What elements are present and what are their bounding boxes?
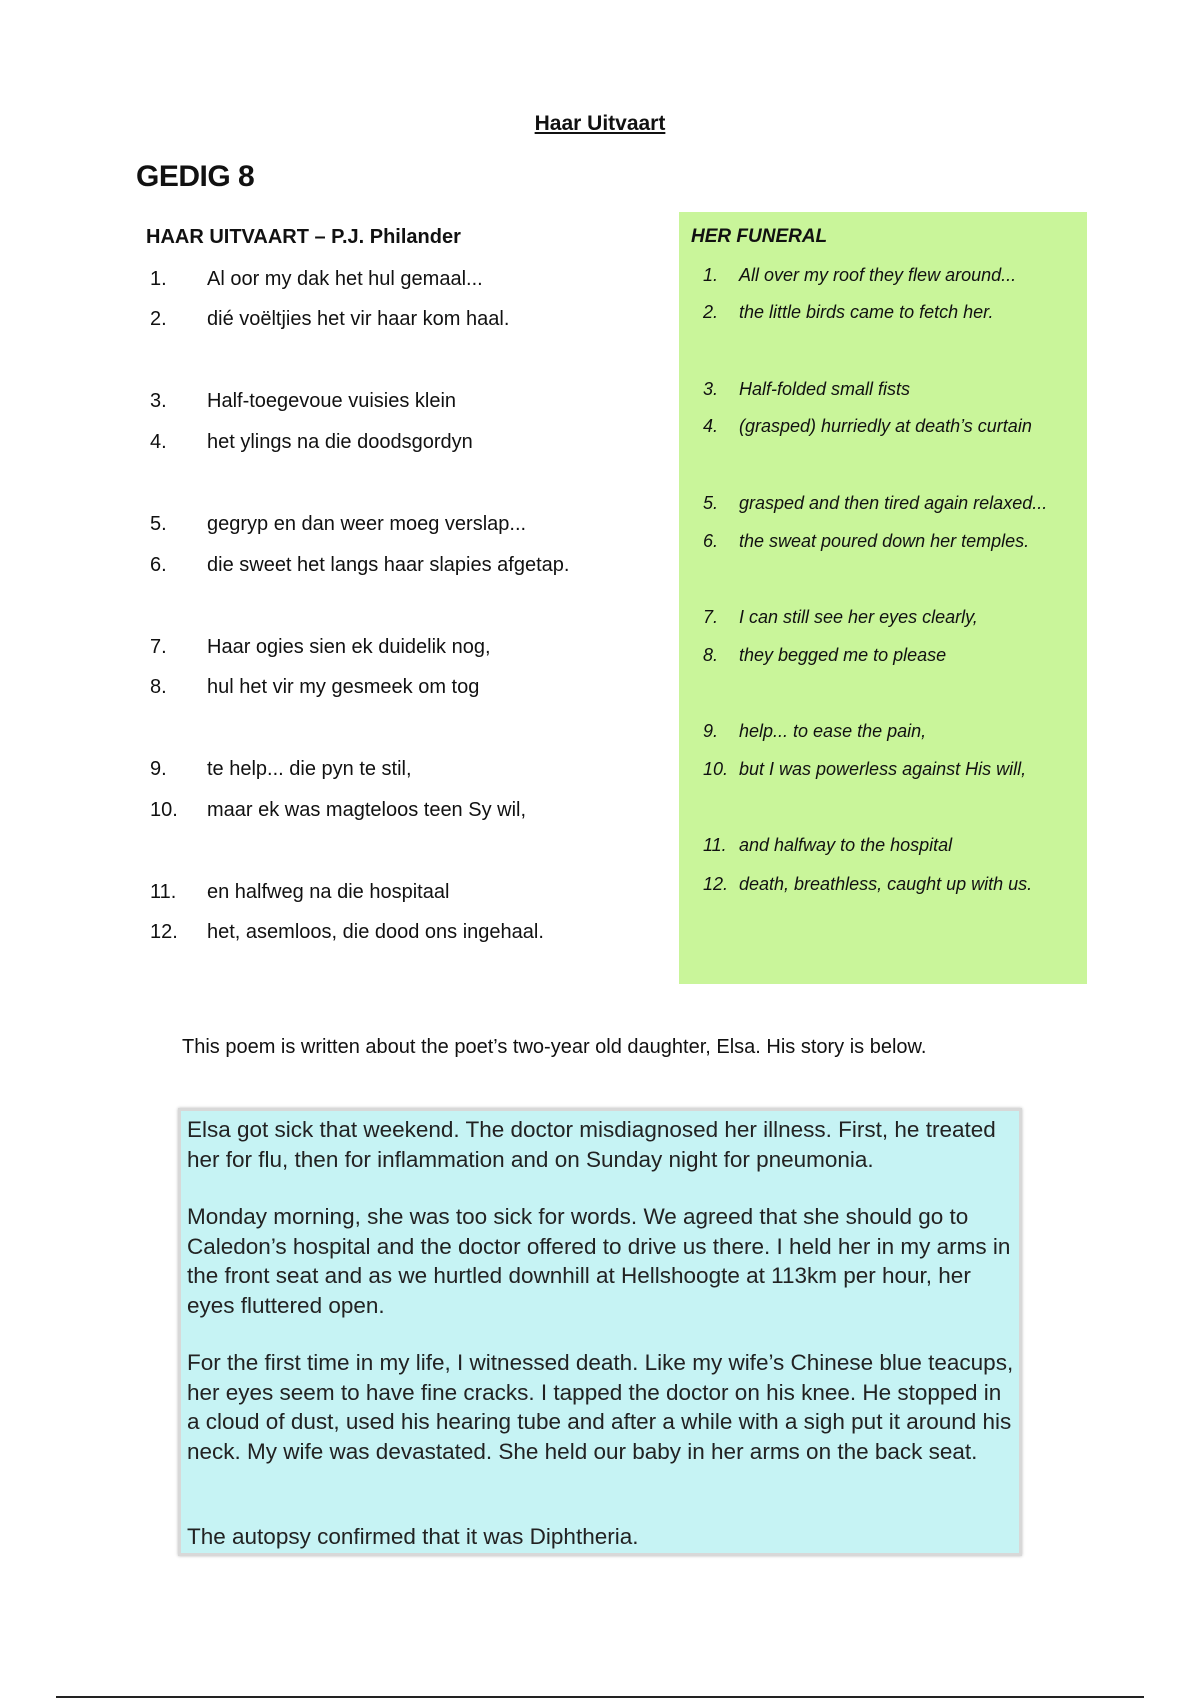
line-number: 10. xyxy=(703,759,729,779)
line-text: Al oor my dak het hul gemaal... xyxy=(207,268,483,290)
intro-text: This poem is written about the poet’s two-year old daughter, Elsa. His story is below. xyxy=(182,1036,927,1058)
translation-line xyxy=(703,262,1083,288)
line-number: 9. xyxy=(703,721,719,741)
line-text: and halfway to the hospital xyxy=(739,835,953,855)
poem-line xyxy=(150,551,670,579)
line-number: 7. xyxy=(703,607,719,627)
line-text: Haar ogies sien ek duidelik nog, xyxy=(207,636,491,658)
translation-line xyxy=(703,718,1083,744)
footer-divider xyxy=(56,1696,1144,1698)
line-text: het ylings na die doodsgordyn xyxy=(207,431,473,453)
line-number: 5. xyxy=(703,493,719,513)
translation-line xyxy=(703,871,1083,897)
story-paragraph: The autopsy confirmed that it was Diphtheria. xyxy=(187,1524,639,1549)
line-text: All over my roof they flew around... xyxy=(739,265,1017,285)
translation-line xyxy=(703,642,1083,668)
translation-line xyxy=(703,604,1083,630)
line-number: 3. xyxy=(150,390,167,412)
line-number: 7. xyxy=(150,636,167,658)
line-number: 8. xyxy=(703,645,719,665)
line-text: (grasped) hurriedly at death’s curtain xyxy=(739,416,1032,436)
line-number: 2. xyxy=(703,302,719,322)
line-text: te help... die pyn te stil, xyxy=(207,758,412,780)
line-text: dié voëltjies het vir haar kom haal. xyxy=(207,308,510,330)
line-number: 11. xyxy=(150,881,177,903)
line-number: 1. xyxy=(703,265,719,285)
line-text: I can still see her eyes clearly, xyxy=(739,607,978,627)
poem-line xyxy=(150,878,670,906)
line-text: Half-toegevoue vuisies klein xyxy=(207,390,457,412)
poem-line xyxy=(150,387,670,415)
line-text: het, asemloos, die dood ons ingehaal. xyxy=(207,921,544,943)
poem-line xyxy=(150,428,670,456)
line-text: grasped and then tired again relaxed... xyxy=(739,493,1048,513)
line-number: 9. xyxy=(150,758,167,780)
translation-line xyxy=(703,413,1083,439)
line-number: 1. xyxy=(150,268,167,290)
story-paragraph: Elsa got sick that weekend. The doctor misdiagnosed her illness. First, he treated her for flu, then for inflammation and on Sunday night for pneumonia. xyxy=(187,1117,996,1172)
line-number: 4. xyxy=(150,431,167,453)
poem-line xyxy=(150,918,670,946)
translation-line xyxy=(703,376,1083,402)
translation-line xyxy=(703,528,1083,554)
line-text: Half-folded small fists xyxy=(739,379,911,399)
line-text: help... to ease the pain, xyxy=(739,721,927,741)
poem-line xyxy=(150,673,670,701)
story-paragraph: For the first time in my life, I witnessed death. Like my wife’s Chinese blue teacups, her eyes seem to have fine cracks. I tapped the doctor on his knee. He stopped in a cloud of dust, used his hearing tube and after a while with a sigh put it around his neck. My wife was devastated. She held our baby in her arms on the back seat. xyxy=(187,1350,1014,1464)
poem-line xyxy=(150,265,670,293)
page-title: Haar Uitvaart xyxy=(534,112,666,135)
line-number: 2. xyxy=(150,308,167,330)
line-text: gegryp en dan weer moeg verslap... xyxy=(207,513,527,535)
line-number: 12. xyxy=(150,921,178,943)
line-number: 4. xyxy=(703,416,719,436)
line-text: death, breathless, caught up with us. xyxy=(739,874,1033,894)
translation-line xyxy=(703,756,1083,782)
line-text: die sweet het langs haar slapies afgetap. xyxy=(207,554,570,576)
poem-number-heading: GEDIG 8 xyxy=(136,160,255,193)
line-text: hul het vir my gesmeek om tog xyxy=(207,676,480,698)
line-text: the little birds came to fetch her. xyxy=(739,302,994,322)
line-number: 10. xyxy=(150,799,178,821)
poem-title: HAAR UITVAART – P.J. Philander xyxy=(146,226,461,248)
line-number: 6. xyxy=(703,531,719,551)
line-text: the sweat poured down her temples. xyxy=(739,531,1030,551)
poem-line xyxy=(150,796,670,824)
poem-line xyxy=(150,755,670,783)
story-paragraph: Monday morning, she was too sick for words. We agreed that she should go to Caledon’s hospital and the doctor offered to drive us there. I held her in my arms in the front seat and as we hurtled downhill at Hellshoogte at 113km per hour, her eyes fluttered open. xyxy=(187,1204,1011,1318)
translation-line xyxy=(703,490,1083,516)
line-number: 6. xyxy=(150,554,167,576)
line-text: maar ek was magteloos teen Sy wil, xyxy=(207,799,527,821)
line-text: en halfweg na die hospitaal xyxy=(207,881,450,903)
translation-line xyxy=(703,832,1083,858)
poem-line xyxy=(150,510,670,538)
poem-line xyxy=(150,305,670,333)
line-number: 3. xyxy=(703,379,719,399)
translation-box xyxy=(679,212,1087,984)
line-number: 12. xyxy=(703,874,729,894)
line-number: 8. xyxy=(150,676,167,698)
story-box xyxy=(178,1108,1022,1556)
translation-line xyxy=(703,299,1083,325)
line-text: they begged me to please xyxy=(739,645,947,665)
line-number: 11. xyxy=(703,835,727,855)
poem-line xyxy=(150,633,670,661)
line-text: but I was powerless against His will, xyxy=(739,759,1027,779)
translation-title: HER FUNERAL xyxy=(691,226,828,247)
line-number: 5. xyxy=(150,513,167,535)
